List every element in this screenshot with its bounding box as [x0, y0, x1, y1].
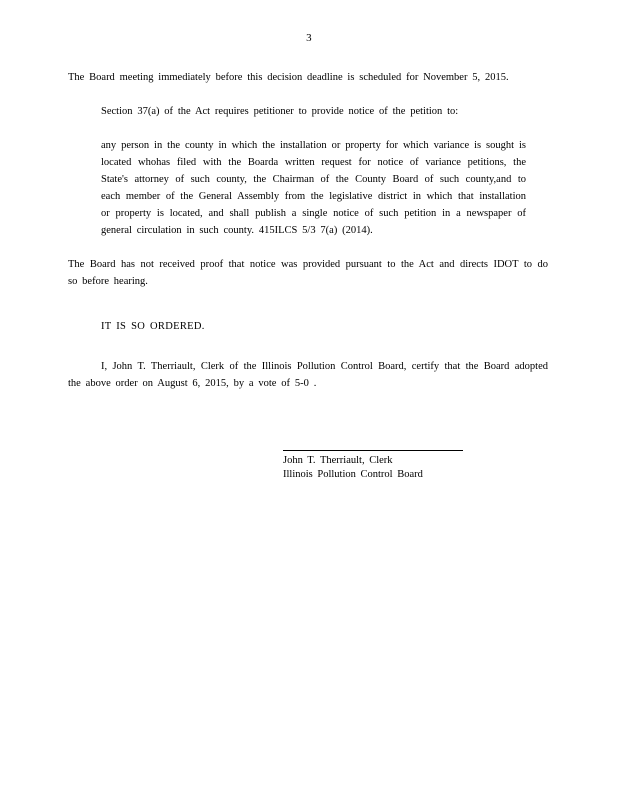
signature-organization: Illinois Pollution Control Board [283, 469, 423, 480]
paragraph-certification: I, John T. Therriault, Clerk of the Illinois Pollution Control Board, certify that the Board adopted the above order on August 6, 2015, by a vote of 5-0 . [68, 361, 548, 389]
signature-line [283, 450, 463, 451]
signature-name: John T. Therriault, Clerk [283, 455, 393, 466]
spacer [68, 290, 548, 307]
paragraph-section-37a: Section 37(a) of the Act requires petitioner to provide notice of the petition to: [101, 106, 459, 117]
block-quote-statute: any person in the county in which the installation or property for which variance is sought is located whohas filed with the Boarda written request for notice of variance petitions, the State's attorney of such county, the Chairman of the County Board of such county,and to each member of the General Assembly from the legislative district in which that installation or property is located, and shall publish a single notice of such petition in a newspaper of general circulation in such county. 415ILCS 5/3 7(a) (2014). [101, 140, 526, 236]
spacer [68, 86, 548, 103]
signature-block [283, 450, 548, 482]
paragraph-no-proof: The Board has not received proof that notice was provided pursuant to the Act and directs IDOT to do so before hearing. [68, 259, 548, 287]
paragraph-it-is-so-ordered: IT IS SO ORDERED. [101, 320, 205, 332]
spacer [68, 239, 548, 256]
page-number: 3 [306, 32, 312, 44]
spacer [68, 345, 548, 358]
document-body [68, 44, 548, 482]
paragraph-board-meeting: The Board meeting immediately before this decision deadline is scheduled for November 5, 2015. [68, 72, 509, 83]
spacer [68, 120, 548, 137]
